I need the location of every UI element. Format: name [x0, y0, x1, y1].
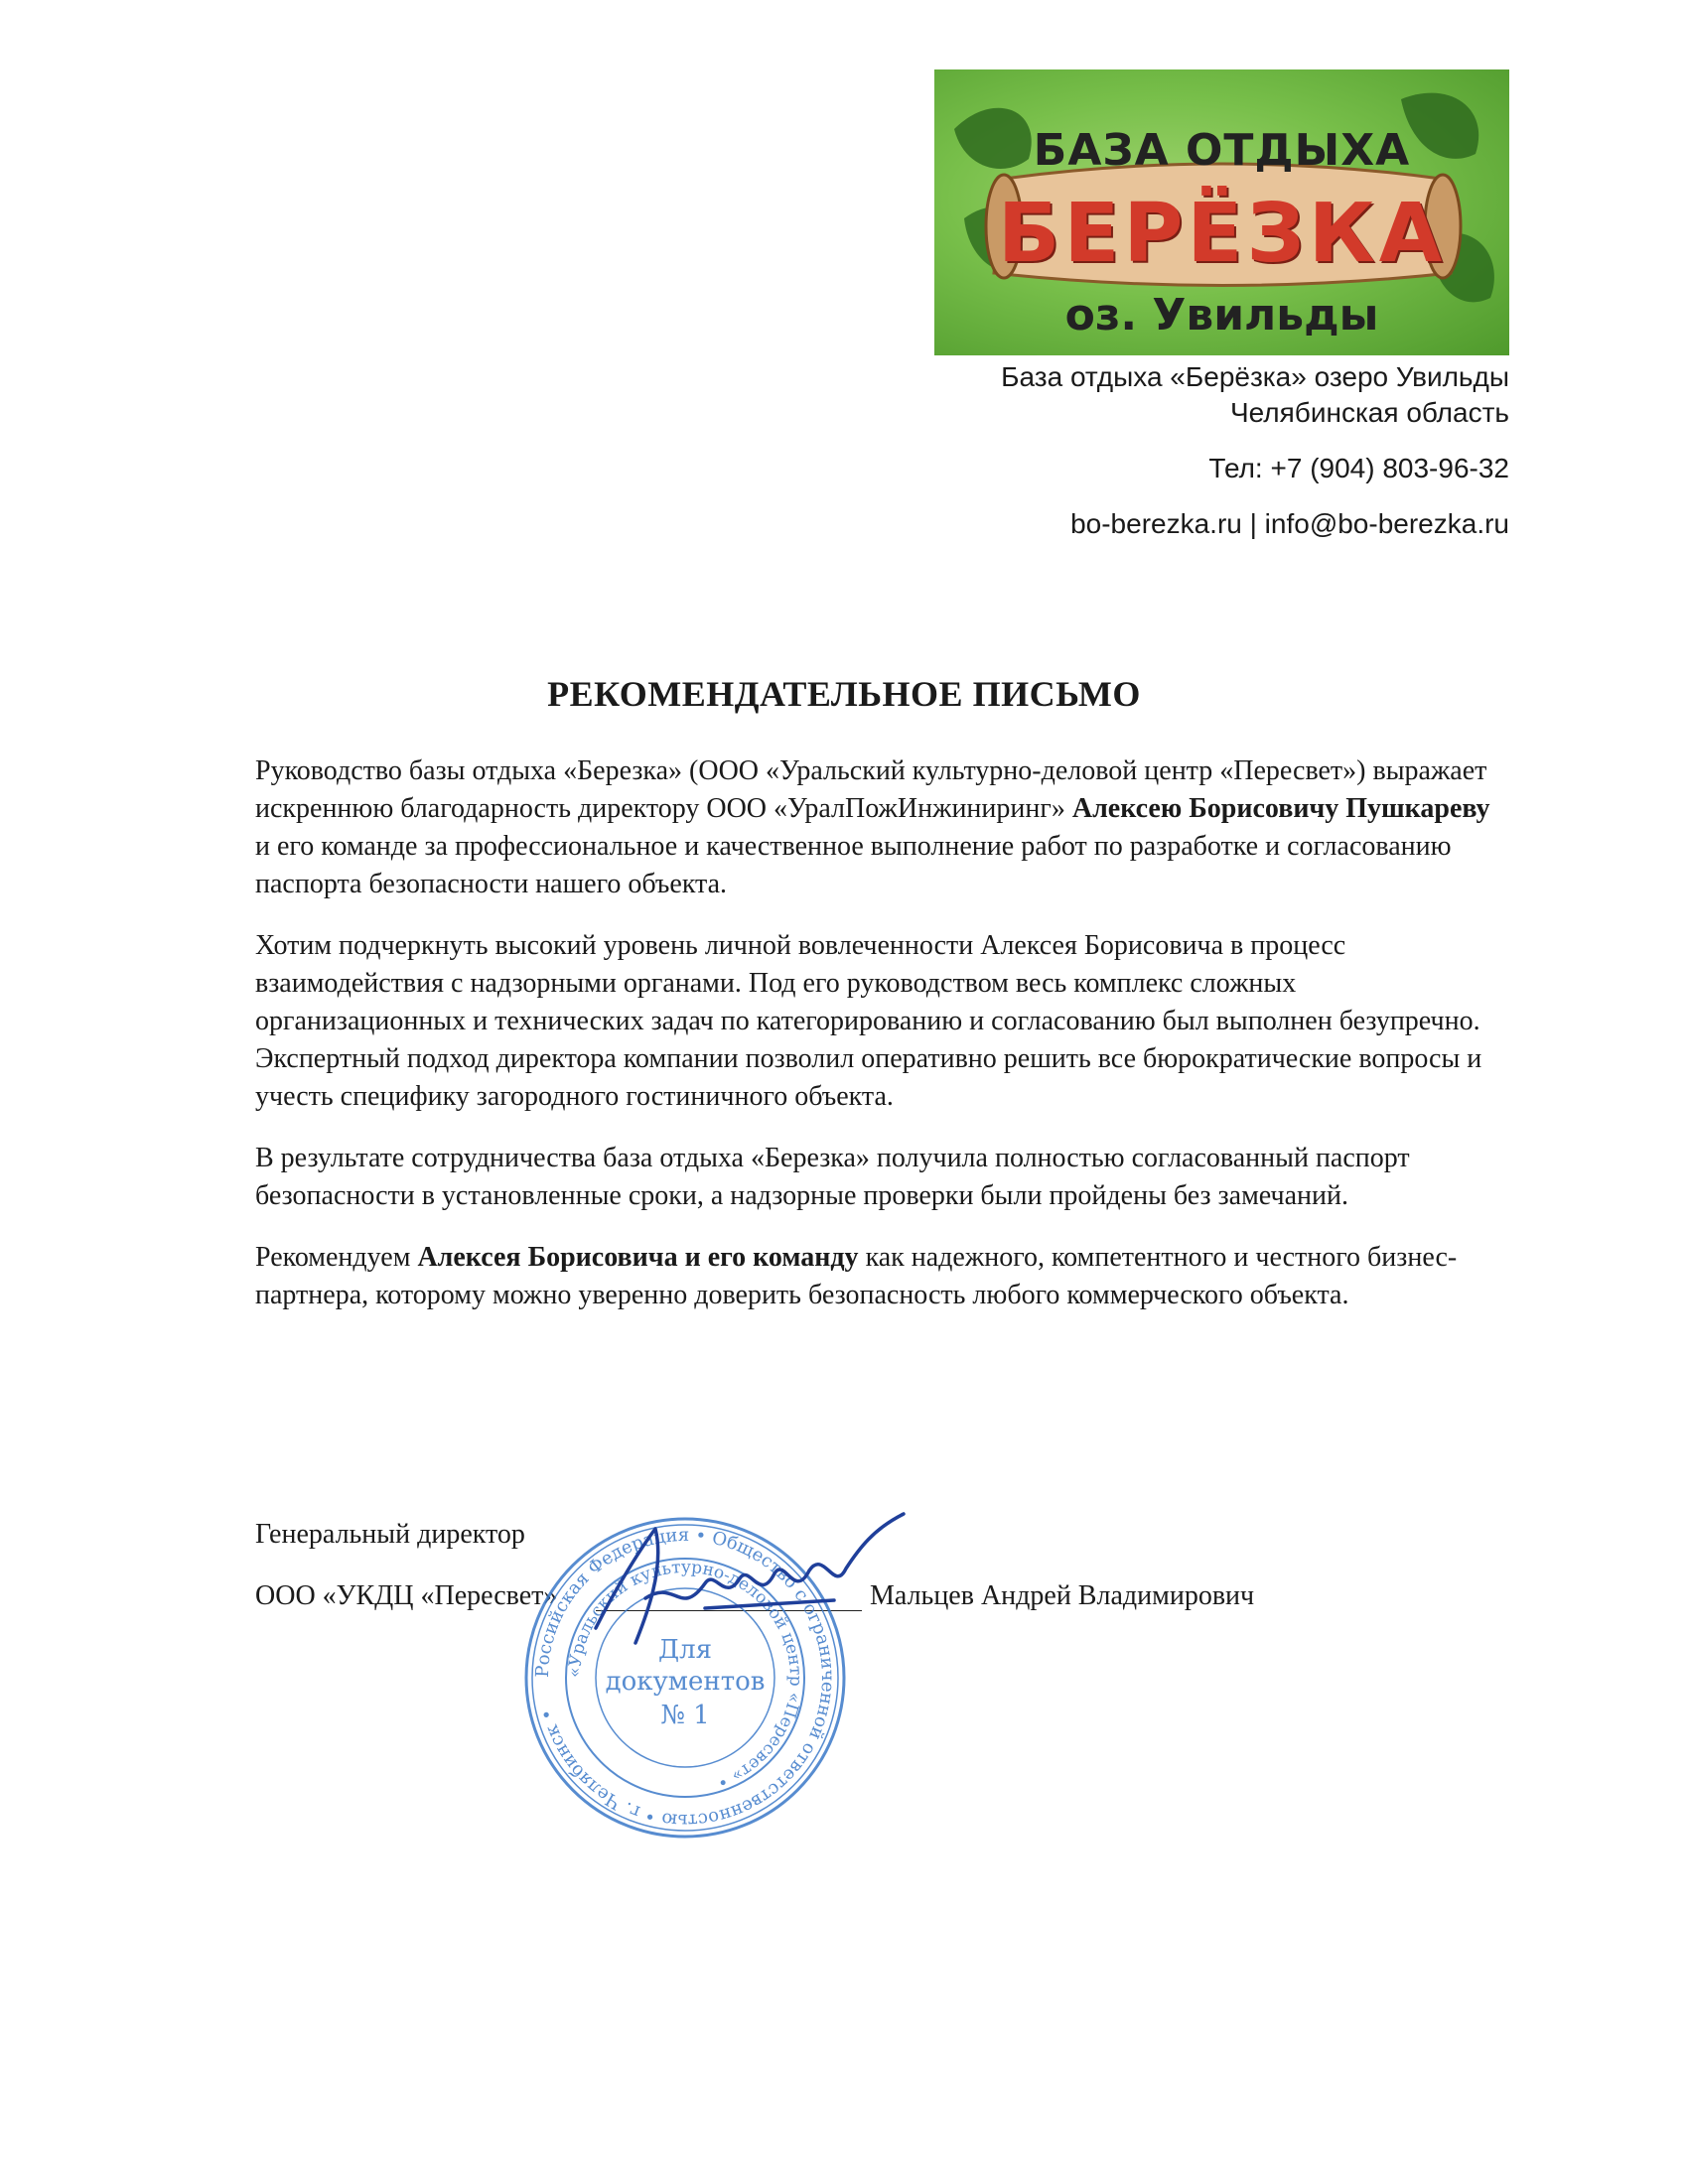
signatory-role: Генеральный директор: [255, 1519, 525, 1550]
letter-body: [255, 752, 1496, 1338]
paragraph-4-text-a: Рекомендуем: [255, 1242, 418, 1273]
paragraph-2: Хотим подчеркнуть высокий уровень личной вовлеченности Алексея Борисовича в процесс взаимодействия с надзорными органами. Под его руководством весь комплекс сложных организационных и технических задач по категорированию и согласованию был выполнен безупречно. Экспертный подход директора компании позволил оперативно решить все бюрократические вопросы и учесть специфику загородного гостиничного объекта.: [255, 930, 1482, 1112]
phone-line: Тел: +7 (904) 803-96-32: [1208, 453, 1509, 483]
stamp-center-line-1: Для: [657, 1635, 713, 1665]
logo-line-top: БАЗА ОТДЫХА: [1033, 125, 1411, 176]
logo-brand-name: БЕРЁЗКА: [997, 187, 1447, 281]
paragraph-4-bold: Алексея Борисовича и его команду: [417, 1242, 859, 1273]
paragraph-1-text-b: и его команде за профессиональное и качественное выполнение работ по разработке и согласованию паспорта безопасности нашего объекта.: [255, 831, 1452, 899]
paragraph-3: В результате сотрудничества база отдыха «Березка» получила полностью согласованный паспорт безопасности в установленные сроки, а надзорные проверки были пройдены без замечаний.: [255, 1143, 1410, 1211]
stamp-outer-text: Российская Федерация • Общество с ограниченной ответственностью • г. Челябинск •: [531, 1524, 839, 1832]
letter-title: РЕКОМЕНДАТЕЛЬНОЕ ПИСЬМО: [547, 674, 1141, 714]
company-logo: [934, 69, 1509, 355]
signatory-organization: ООО «УКДЦ «Пересвет»: [255, 1580, 558, 1611]
address-line-1: База отдыха «Берёзка» озеро Увильды: [1001, 361, 1509, 392]
paragraph-1-bold: Алексею Борисовичу Пушкареву: [1071, 793, 1490, 824]
stamp-center-line-2: документов: [605, 1667, 766, 1697]
paragraph-1-text-a: Руководство базы отдыха «Березка» (ООО «Уральский культурно-деловой центр «Пересвет») выражает искреннюю благодарность директору ООО «УралПожИнжиниринг»: [255, 755, 1487, 824]
paragraph-4: [255, 1239, 1496, 1314]
paragraph-4-text-b: как надежного, компетентного и честного бизнес-партнера, которому можно уверенно доверить безопасность любого коммерческого объекта.: [255, 1242, 1458, 1310]
handwritten-signature: [586, 1509, 914, 1658]
signatory-name: Мальцев Андрей Владимирович: [870, 1580, 1255, 1611]
logo-line-bottom: оз. Увильды: [1064, 290, 1379, 341]
address-line-2: Челябинская область: [1230, 397, 1509, 428]
contact-block: [814, 359, 1509, 542]
paragraph-1: [255, 752, 1496, 903]
web-line: bo-berezka.ru | info@bo-berezka.ru: [1070, 508, 1509, 539]
stamp-center-line-3: № 1: [660, 1701, 710, 1730]
stamp-inner-text: «Уральский культурно-деловой центр «Пересвет» •: [564, 1557, 806, 1793]
